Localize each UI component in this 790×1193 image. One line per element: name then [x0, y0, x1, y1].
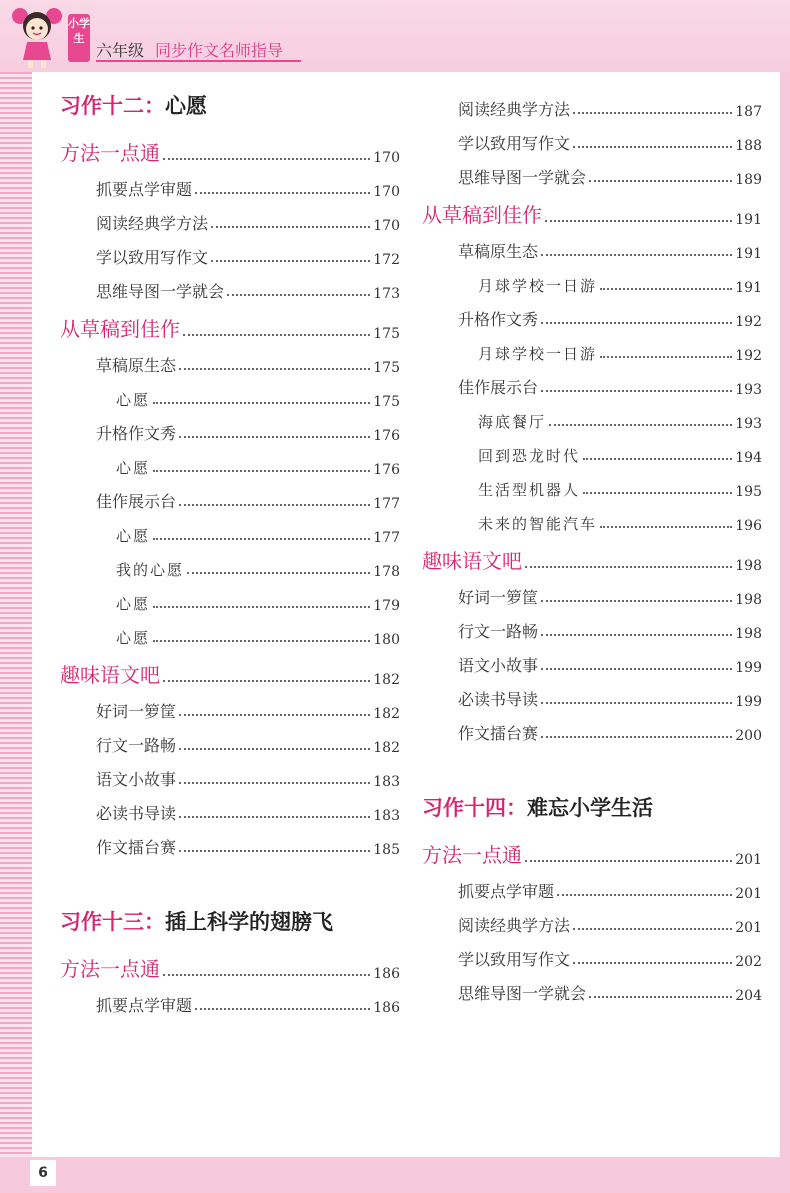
- toc-entry-title: 阅读经典学方法: [458, 916, 571, 935]
- dot-leader: [541, 390, 732, 392]
- toc-entry-title: 回到恐龙时代: [478, 447, 581, 465]
- toc-page-number: 196: [735, 518, 762, 534]
- toc-page-number: 198: [735, 592, 762, 608]
- grade-label: 六年级: [96, 41, 145, 60]
- toc-page-number: 199: [735, 660, 762, 676]
- dot-leader: [557, 894, 732, 896]
- dot-leader: [525, 566, 732, 568]
- dot-leader: [163, 680, 370, 682]
- dot-leader: [573, 962, 732, 964]
- toc-page-number: 176: [373, 428, 400, 444]
- toc-page-number: 179: [373, 598, 400, 614]
- toc-page-number: 175: [373, 394, 400, 410]
- toc-page-number: 194: [735, 450, 762, 466]
- toc-item[interactable]: [422, 154, 762, 188]
- chapter-label: 习作十四：: [422, 796, 527, 820]
- toc-section[interactable]: [60, 126, 400, 166]
- toc-entry-title: 佳作展示台: [458, 378, 539, 397]
- toc-item[interactable]: [60, 722, 400, 756]
- dot-leader: [541, 736, 732, 738]
- toc-entry-title: 心愿: [116, 527, 151, 545]
- toc-page-number: 191: [735, 246, 762, 262]
- toc-item[interactable]: [422, 120, 762, 154]
- toc-page-number: 173: [373, 286, 400, 302]
- toc-page-number: 200: [735, 728, 762, 744]
- dot-leader: [179, 782, 370, 784]
- toc-subitem[interactable]: [60, 512, 400, 546]
- dot-leader: [573, 928, 732, 930]
- toc-page-number: 182: [373, 672, 400, 688]
- toc-item[interactable]: [422, 710, 762, 744]
- dot-leader: [600, 526, 732, 528]
- dot-leader: [179, 748, 370, 750]
- toc-item[interactable]: [60, 200, 400, 234]
- chapter-heading: [422, 788, 762, 828]
- toc-page-number: 187: [735, 104, 762, 120]
- dot-leader: [153, 606, 370, 608]
- toc-page-number: 175: [373, 326, 400, 342]
- toc-item[interactable]: [422, 902, 762, 936]
- toc-page-number: 199: [735, 694, 762, 710]
- chapter-label: 习作十二：: [60, 94, 165, 118]
- dot-leader: [227, 294, 370, 296]
- toc-item[interactable]: [422, 364, 762, 398]
- dot-leader: [187, 572, 370, 574]
- toc-item[interactable]: [60, 410, 400, 444]
- toc-page-number: 185: [373, 842, 400, 858]
- dot-leader: [589, 996, 732, 998]
- chapter-heading: [60, 902, 400, 942]
- toc-page-number: 201: [735, 886, 762, 902]
- toc-entry-title: 阅读经典学方法: [96, 214, 209, 233]
- toc-entry-title: 草稿原生态: [96, 356, 177, 375]
- toc-right-column: [422, 86, 762, 1004]
- toc-item[interactable]: [422, 228, 762, 262]
- toc-page-number: 188: [735, 138, 762, 154]
- toc-page-number: 182: [373, 706, 400, 722]
- toc-entry-title: 心愿: [116, 595, 151, 613]
- toc-page-number: 183: [373, 774, 400, 790]
- toc-item[interactable]: [60, 688, 400, 722]
- dot-leader: [153, 470, 370, 472]
- dot-leader: [600, 356, 732, 358]
- toc-section[interactable]: [422, 828, 762, 868]
- toc-entry-title: 必读书导读: [458, 690, 539, 709]
- toc-page-number: 191: [735, 212, 762, 228]
- dot-leader: [573, 146, 732, 148]
- toc-entry-title: 从草稿到佳作: [60, 317, 180, 341]
- toc-page-number: 170: [373, 184, 400, 200]
- toc-page-number: 170: [373, 218, 400, 234]
- chapter-heading: [60, 86, 400, 126]
- toc-entry-title: 阅读经典学方法: [458, 100, 571, 119]
- toc-item[interactable]: [422, 642, 762, 676]
- toc-subitem[interactable]: [422, 432, 762, 466]
- toc-page-number: 201: [735, 920, 762, 936]
- toc-entry-title: 抓要点学审题: [96, 996, 193, 1015]
- series-badge: 小学生: [68, 14, 90, 62]
- toc-section[interactable]: [422, 534, 762, 574]
- section-gap: [60, 858, 400, 902]
- dot-leader: [153, 402, 370, 404]
- toc-entry-title: 方法一点通: [60, 957, 160, 981]
- chapter-title: 心愿: [165, 94, 207, 118]
- toc-entry-title: 作文擂台赛: [458, 724, 539, 743]
- dot-leader: [573, 112, 732, 114]
- dot-leader: [541, 634, 732, 636]
- section-gap: [422, 744, 762, 788]
- dot-leader: [179, 504, 370, 506]
- toc-subitem[interactable]: [60, 546, 400, 580]
- toc-item[interactable]: [60, 982, 400, 1016]
- toc-subitem[interactable]: [60, 614, 400, 648]
- toc-entry-title: 学以致用写作文: [458, 134, 571, 153]
- toc-section[interactable]: [422, 188, 762, 228]
- toc-page-number: 202: [735, 954, 762, 970]
- toc-page-number: 204: [735, 988, 762, 1004]
- dot-leader: [179, 816, 370, 818]
- toc-subitem[interactable]: [60, 376, 400, 410]
- toc-entry-title: 趣味语文吧: [422, 549, 522, 573]
- toc-item[interactable]: [422, 970, 762, 1004]
- toc-entry-title: 好词一箩筐: [96, 702, 177, 721]
- toc-page-number: 176: [373, 462, 400, 478]
- toc-entry-title: 方法一点通: [60, 141, 160, 165]
- dot-leader: [600, 288, 732, 290]
- toc-item[interactable]: [60, 756, 400, 790]
- dot-leader: [211, 260, 370, 262]
- toc-item[interactable]: [422, 868, 762, 902]
- toc-section[interactable]: [60, 302, 400, 342]
- toc-entry-title: 草稿原生态: [458, 242, 539, 261]
- toc-page-number: 172: [373, 252, 400, 268]
- toc-item[interactable]: [60, 234, 400, 268]
- dot-leader: [589, 180, 732, 182]
- toc-entry-title: 心愿: [116, 459, 151, 477]
- toc-entry-title: 抓要点学审题: [458, 882, 555, 901]
- dot-leader: [153, 538, 370, 540]
- toc-item[interactable]: [422, 296, 762, 330]
- dot-leader: [211, 226, 370, 228]
- toc-entry-title: 趣味语文吧: [60, 663, 160, 687]
- toc-entry-title: 学以致用写作文: [96, 248, 209, 267]
- toc-entry-title: 生活型机器人: [478, 481, 581, 499]
- toc-entry-title: 必读书导读: [96, 804, 177, 823]
- dot-leader: [163, 158, 370, 160]
- dot-leader: [179, 850, 370, 852]
- page-number: 6: [30, 1160, 56, 1186]
- series-title: 同步作文名师指导: [155, 41, 284, 60]
- toc-item[interactable]: [422, 86, 762, 120]
- toc-item[interactable]: [60, 268, 400, 302]
- girl-mascot-icon: [8, 4, 66, 70]
- toc-item[interactable]: [60, 824, 400, 858]
- toc-page-number: 195: [735, 484, 762, 500]
- dot-leader: [179, 714, 370, 716]
- header-underline: [96, 60, 301, 62]
- toc-entry-title: 月球学校一日游: [478, 277, 598, 295]
- toc-subitem[interactable]: [422, 500, 762, 534]
- toc-entry-title: 思维导图一学就会: [458, 168, 587, 187]
- toc-entry-title: 海底餐厅: [478, 413, 547, 431]
- toc-item[interactable]: [422, 574, 762, 608]
- dot-leader: [153, 640, 370, 642]
- toc-item[interactable]: [422, 608, 762, 642]
- toc-subitem[interactable]: [422, 262, 762, 296]
- toc-subitem[interactable]: [422, 398, 762, 432]
- dot-leader: [583, 492, 732, 494]
- toc-page-number: 170: [373, 150, 400, 166]
- toc-item[interactable]: [422, 676, 762, 710]
- page-footer: [0, 1157, 790, 1193]
- toc-entry-title: 好词一箩筐: [458, 588, 539, 607]
- dot-leader: [545, 220, 732, 222]
- toc-page-number: 183: [373, 808, 400, 824]
- chapter-label: 习作十三：: [60, 910, 165, 934]
- toc-entry-title: 学以致用写作文: [458, 950, 571, 969]
- toc-item[interactable]: [60, 478, 400, 512]
- toc-page-number: 177: [373, 530, 400, 546]
- toc-subitem[interactable]: [60, 580, 400, 614]
- toc-section[interactable]: [60, 942, 400, 982]
- toc-subitem[interactable]: [60, 444, 400, 478]
- toc-page-number: 191: [735, 280, 762, 296]
- dot-leader: [541, 600, 732, 602]
- toc-page-number: 192: [735, 314, 762, 330]
- toc-page-number: 198: [735, 626, 762, 642]
- toc-page-number: 193: [735, 382, 762, 398]
- toc-subitem[interactable]: [422, 466, 762, 500]
- dot-leader: [195, 192, 370, 194]
- chapter-title: 难忘小学生活: [527, 796, 653, 820]
- toc-entry-title: 思维导图一学就会: [458, 984, 587, 1003]
- toc-subitem[interactable]: [422, 330, 762, 364]
- toc-entry-title: 升格作文秀: [96, 424, 177, 443]
- toc-item[interactable]: [60, 166, 400, 200]
- dot-leader: [583, 458, 732, 460]
- dot-leader: [525, 860, 732, 862]
- dot-leader: [549, 424, 732, 426]
- dot-leader: [541, 254, 732, 256]
- toc-page-number: 192: [735, 348, 762, 364]
- toc-entry-title: 从草稿到佳作: [422, 203, 542, 227]
- toc-section[interactable]: [60, 648, 400, 688]
- dot-leader: [183, 334, 370, 336]
- toc-item[interactable]: [60, 790, 400, 824]
- toc-entry-title: 方法一点通: [422, 843, 522, 867]
- toc-page-number: 198: [735, 558, 762, 574]
- toc-entry-title: 行文一路畅: [458, 622, 539, 641]
- toc-item[interactable]: [60, 342, 400, 376]
- dot-leader: [541, 702, 732, 704]
- dot-leader: [179, 368, 370, 370]
- toc-page-number: 177: [373, 496, 400, 512]
- toc-page-number: 201: [735, 852, 762, 868]
- toc-entry-title: 升格作文秀: [458, 310, 539, 329]
- toc-entry-title: 作文擂台赛: [96, 838, 177, 857]
- toc-entry-title: 未来的智能汽车: [478, 515, 598, 533]
- dot-leader: [195, 1008, 370, 1010]
- toc-page-number: 189: [735, 172, 762, 188]
- dot-leader: [541, 668, 732, 670]
- dot-leader: [163, 974, 370, 976]
- toc-entry-title: 佳作展示台: [96, 492, 177, 511]
- toc-entry-title: 心愿: [116, 391, 151, 409]
- toc-page-number: 175: [373, 360, 400, 376]
- toc-page-number: 186: [373, 1000, 400, 1016]
- toc-page-number: 186: [373, 966, 400, 982]
- toc-entry-title: 语文小故事: [458, 656, 539, 675]
- toc-entry-title: 语文小故事: [96, 770, 177, 789]
- page-header: [0, 0, 790, 72]
- toc-item[interactable]: [422, 936, 762, 970]
- toc-page-number: 178: [373, 564, 400, 580]
- toc-page-number: 182: [373, 740, 400, 756]
- toc-left-column: [60, 86, 400, 1016]
- toc-entry-title: 思维导图一学就会: [96, 282, 225, 301]
- toc-entry-title: 抓要点学审题: [96, 180, 193, 199]
- toc-entry-title: 心愿: [116, 629, 151, 647]
- toc-entry-title: 行文一路畅: [96, 736, 177, 755]
- dot-leader: [541, 322, 732, 324]
- toc-page-number: 180: [373, 632, 400, 648]
- toc-entry-title: 月球学校一日游: [478, 345, 598, 363]
- side-stripes: [0, 72, 32, 1157]
- toc-page-number: 193: [735, 416, 762, 432]
- dot-leader: [179, 436, 370, 438]
- chapter-title: 插上科学的翅膀飞: [165, 910, 333, 934]
- toc-entry-title: 我的心愿: [116, 561, 185, 579]
